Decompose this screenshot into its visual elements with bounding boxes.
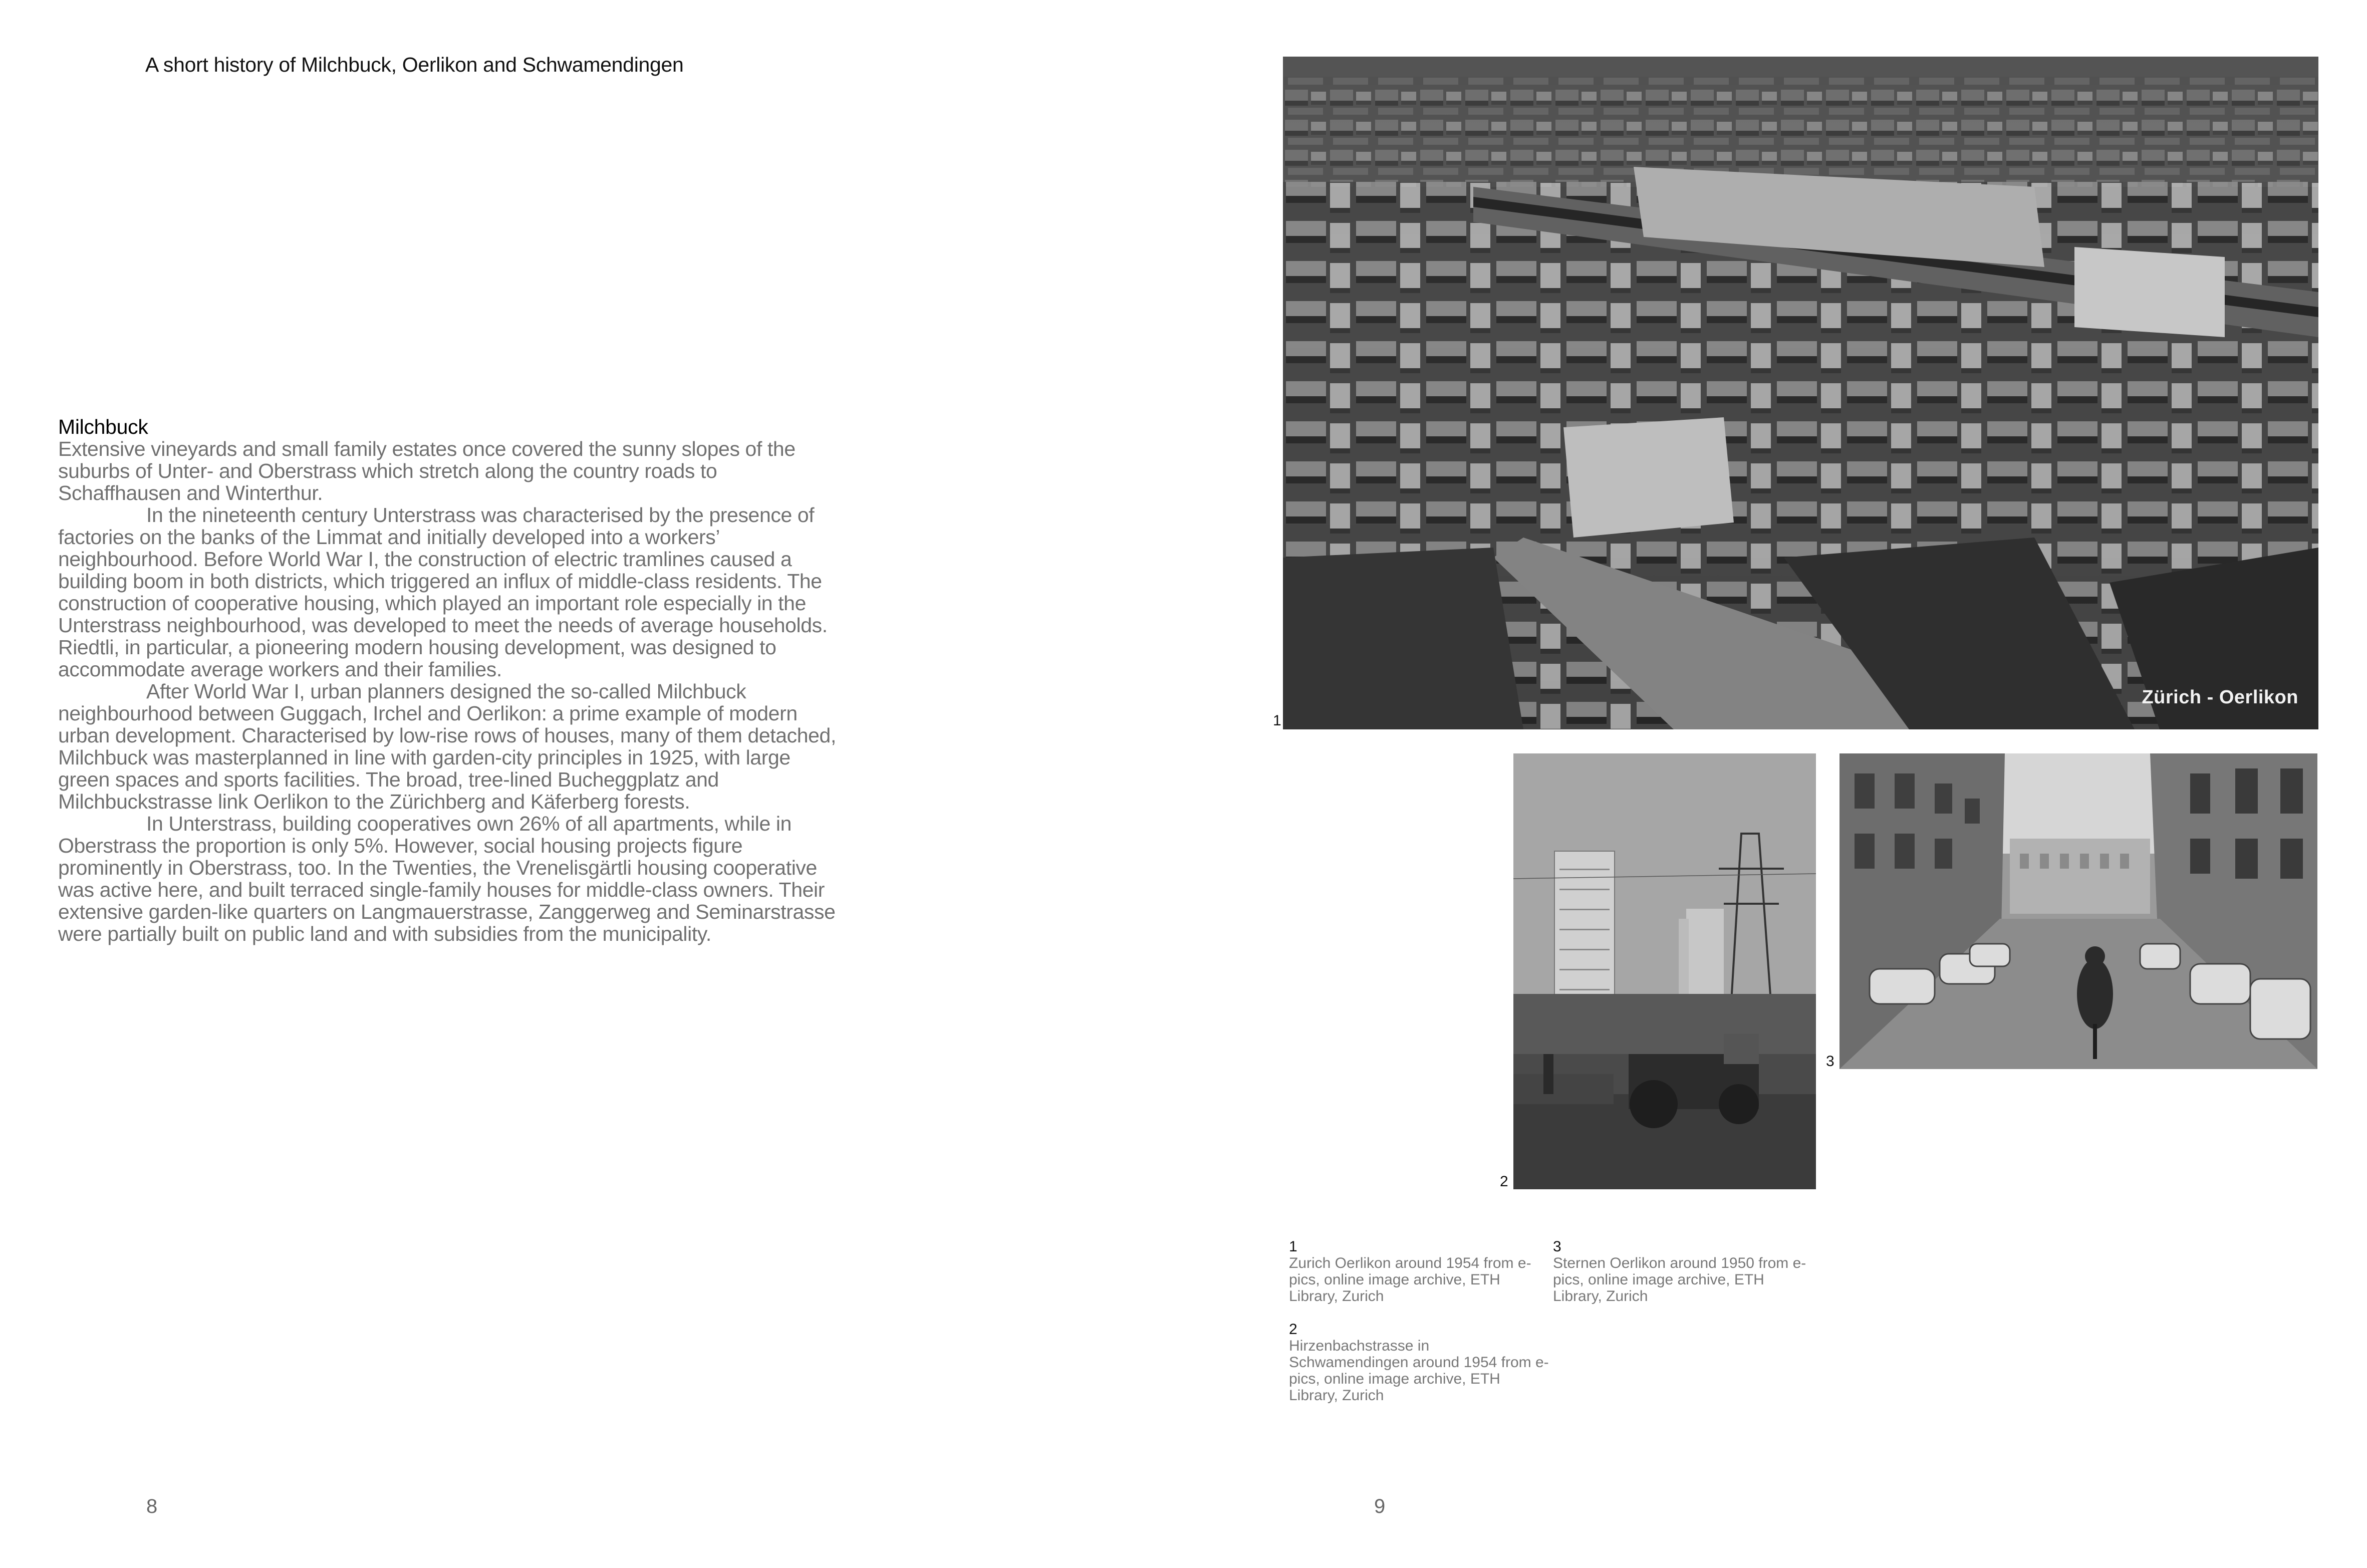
photo-number: 3: [1826, 1053, 1834, 1070]
photo-stamp-text: Zürich - Oerlikon: [2142, 687, 2298, 708]
paragraph: In the nineteenth century Unterstrass was characterised by the presence of factories on the banks of the Limmat and initially developed into a workers’ neighbourhood. Before World War I, the construction of electric tramlines caused a building boom in both districts, which triggered an influx of middle-class residents. The construction of cooperative housing, which played an important role especially in the Unterstrass neighbourhood, was developed to meet the needs of average households. Riedtli, in particular, a pioneering modern housing development, was designed to accommodate average workers and their families.: [58, 503, 828, 681]
caption-text: Hirzenbachstrasse in Schwamendingen around 1954 from e-pics, online image archive, ETH Library, Zurich: [1289, 1338, 1549, 1404]
caption-2: [1289, 1321, 1549, 1404]
paragraph: Extensive vineyards and small family estates once covered the sunny slopes of the suburbs of Unter- and Oberstrass which stretch along the country roads to Schaffhausen and Winterthur.: [58, 437, 796, 504]
tractor-field-image: [1513, 753, 1816, 1189]
section-heading: Milchbuck: [58, 415, 148, 438]
paragraph: In Unterstrass, building cooperatives own 26% of all apartments, while in Oberstrass the proportion is only 5%. However, social housing projects figure prominently in Oberstrass, too. In the Twenties, the Vrenelisgärtli housing cooperative was active here, and built terraced single-family houses for middle-class owners. Their extensive garden-like quarters on Langmauerstrasse, Zanggerweg and Seminarstrasse were partially built on public land and with subsidies from the municipality.: [58, 812, 836, 945]
caption-3: [1553, 1238, 1813, 1304]
section-milchbuck: [58, 416, 840, 945]
page-number-left: 8: [146, 1495, 158, 1517]
aerial-city-image: [1283, 57, 2318, 729]
caption-number: 3: [1553, 1238, 1561, 1255]
left-page: [0, 0, 1183, 1568]
street-scene-image: [1839, 753, 2317, 1069]
caption-1: [1289, 1238, 1549, 1304]
photo-number: 2: [1500, 1173, 1508, 1190]
caption-number: 2: [1289, 1321, 1297, 1338]
caption-text: Sternen Oerlikon around 1950 from e-pics, online image archive, ETH Library, Zurich: [1553, 1255, 1806, 1304]
photo-hirzenbachstrasse: [1513, 753, 1816, 1189]
photo-sternen-oerlikon: [1839, 753, 2317, 1069]
caption-text: Zurich Oerlikon around 1954 from e-pics, online image archive, ETH Library, Zurich: [1289, 1255, 1531, 1304]
page-number-right: 9: [1374, 1495, 1386, 1517]
photo-oerlikon-aerial: [1283, 57, 2318, 729]
paragraph: After World War I, urban planners designed the so-called Milchbuck neighbourhood between Guggach, Irchel and Oerlikon: a prime example of modern urban development. Characterised by low-rise rows of houses, many of them detached, Milchbuck was masterplanned in line with garden-city principles in 1925, with large green spaces and sports facilities. The broad, tree-lined Bucheggplatz and Milchbuckstrasse link Oerlikon to the Zürichberg and Käferberg forests.: [58, 680, 836, 813]
running-head: A short history of Milchbuck, Oerlikon and Schwamendingen: [145, 53, 684, 76]
photo-number: 1: [1273, 712, 1281, 729]
caption-number: 1: [1289, 1238, 1297, 1255]
